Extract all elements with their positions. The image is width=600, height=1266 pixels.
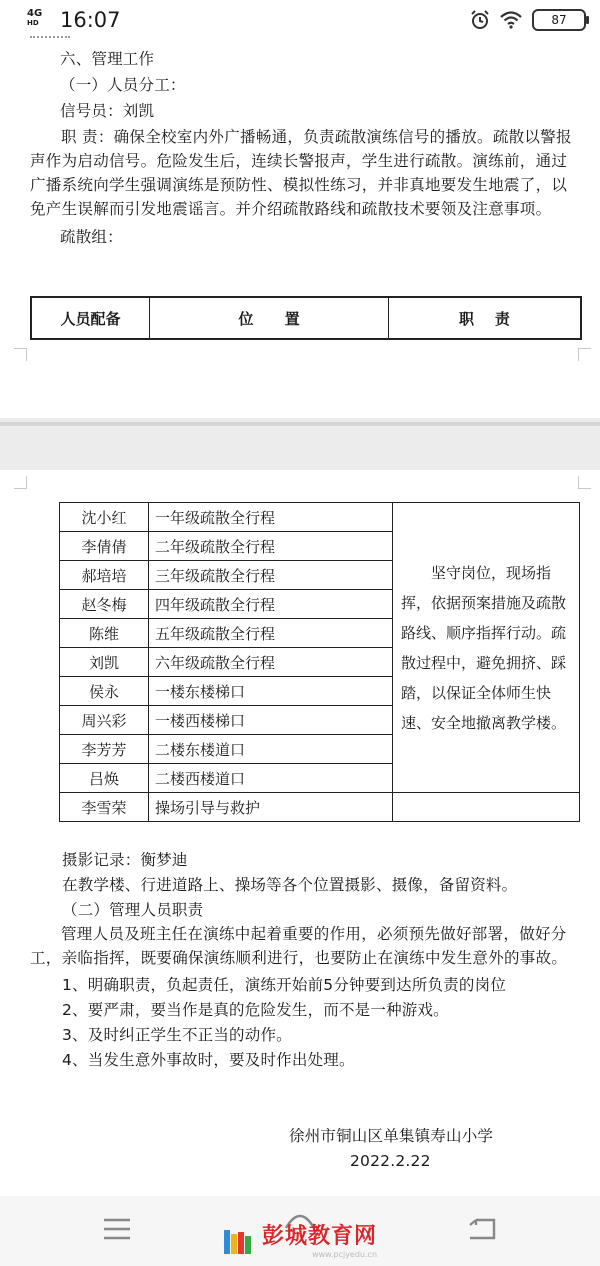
position-cell: 四年级疏散全行程 [149,590,393,619]
header-position: 位 置 [150,297,389,339]
staff-name-cell: 沈小红 [60,503,149,532]
battery-indicator: 87 [532,9,586,31]
staff-name-cell: 陈维 [60,619,149,648]
navigation-bar [0,1196,600,1266]
clock: 16:07 [60,8,121,32]
page-break [0,418,600,470]
staff-name-cell: 赵冬梅 [60,590,149,619]
duty-table [59,502,580,822]
position-cell: 一楼西楼梯口 [149,706,393,735]
back-icon[interactable] [466,1216,498,1242]
watermark-url: www.pcjyedu.cn [312,1250,378,1259]
header-duty: 职 责 [389,297,582,339]
watermark-text: 彭城教育网 [262,1224,378,1249]
signalman-duty-paragraph: 职 责：确保全校室内外广播畅通，负责疏散演练信号的播放。疏散以警报声作为启动信号。危险发生后，连续长警报声，学生进行疏散。演练前，通过广播系统向学生强调演练是预防性、模拟性练习，并非真地要发生地震了，以免产生误解而引发地震谣言。并介绍疏散路线和疏散技术要领及注意事项。 [30,128,572,218]
duty-cell [393,793,580,822]
management-paragraph: 管理人员及班主任在演练中起着重要的作用，必须预先做好部署，做好分工，亲临指挥，既要确保演练顺利进行，也要防止在演练中发生意外的事故。 [30,925,568,967]
position-cell: 五年级疏散全行程 [149,619,393,648]
duty-description-cell: 坚守岗位，现场指挥，依据预案措施及疏散路线、顺序指挥行动。疏散过程中，避免拥挤、踩踏，以保证全体师生快速、安全地撤离教学楼。 [393,503,580,793]
network-indicator [27,9,42,27]
network-hd: HD [27,19,39,27]
document-page-1 [0,40,600,418]
alarm-icon [470,10,490,30]
staff-name-cell: 李倩倩 [60,532,149,561]
position-cell: 二楼西楼道口 [149,764,393,793]
staff-name-cell: 李芳芳 [60,735,149,764]
staff-name-cell: 李雪荣 [60,793,149,822]
staff-name-cell: 吕焕 [60,764,149,793]
cut-text-remnant [30,36,70,42]
duty-item-4: 4、当发生意外事故时，要及时作出处理。 [62,1051,355,1069]
header-staff: 人员配备 [31,297,150,339]
crop-mark [14,348,27,361]
duty-item-1: 1、明确职责，负起责任，演练开始前5分钟要到达所负责的岗位 [62,976,507,994]
crop-mark [578,476,591,489]
position-cell: 二年级疏散全行程 [149,532,393,561]
document-date: 2022.2.22 [350,1152,431,1170]
position-cell: 操场引导与救护 [149,793,393,822]
signalman-line: 信号员：刘凯 [60,102,155,120]
subsection-title-2: （二）管理人员职责 [62,901,204,919]
position-cell: 一年级疏散全行程 [149,503,393,532]
table-row [60,793,580,822]
position-cell: 三年级疏散全行程 [149,561,393,590]
duty-item-3: 3、及时纠正学生不正当的动作。 [62,1026,292,1044]
photographer-desc: 在教学楼、行进道路上、操场等各个位置摄影、摄像，备留资料。 [62,876,518,894]
duty-table-header [30,296,582,340]
crop-mark [14,476,27,489]
position-cell: 一楼东楼梯口 [149,677,393,706]
staff-name-cell: 郝培培 [60,561,149,590]
watermark-logo [222,1224,377,1259]
book-logo-icon [222,1226,256,1258]
table-row [60,503,580,532]
staff-name-cell: 刘凯 [60,648,149,677]
school-name: 徐州市铜山区单集镇寿山小学 [289,1127,494,1145]
staff-name-cell: 周兴彩 [60,706,149,735]
network-type: 4G [27,8,43,19]
position-cell: 二楼东楼道口 [149,735,393,764]
photographer-line: 摄影记录：衡梦迪 [62,851,188,869]
position-cell: 六年级疏散全行程 [149,648,393,677]
staff-name-cell: 侯永 [60,677,149,706]
crop-mark [578,348,591,361]
menu-icon[interactable] [102,1218,132,1240]
status-bar [0,0,600,40]
wifi-icon [500,11,522,29]
section-title: 六、管理工作 [60,50,155,68]
subsection-title-1: （一）人员分工： [60,76,186,94]
duty-item-2: 2、要严肃，要当作是真的危险发生，而不是一种游戏。 [62,1001,449,1019]
document-page-2 [0,470,600,1196]
evacuation-group-label: 疏散组： [60,228,123,246]
